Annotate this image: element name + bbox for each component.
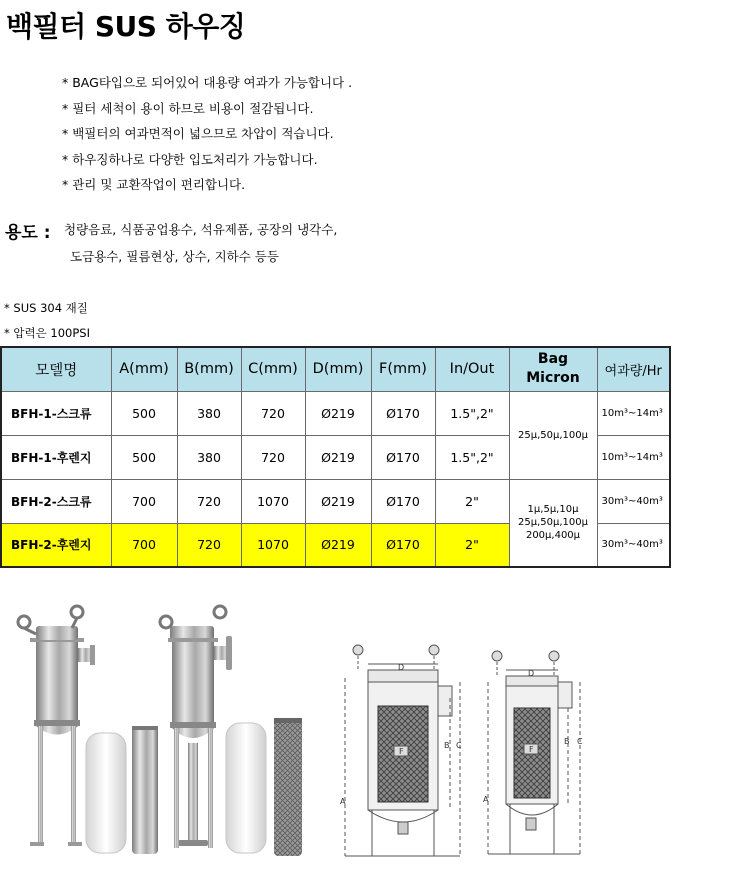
cell-inout: 1.5",2" — [435, 435, 509, 479]
material-spec: * SUS 304 재질 — [4, 301, 88, 315]
technical-drawing-2 — [488, 651, 580, 854]
cell-inout: 2" — [435, 479, 509, 523]
feature-item: * 필터 세척이 용이 하므로 비용이 절감됩니다. — [62, 100, 314, 116]
header-model: 모델명 — [1, 347, 111, 391]
spec-table — [0, 346, 671, 568]
housing-photo-1 — [18, 606, 158, 854]
cell-b: 380 — [177, 435, 241, 479]
cell-d: Ø219 — [305, 523, 371, 567]
micron-line: 200μ,400μ — [525, 530, 581, 542]
drawing-label-b: B — [444, 741, 450, 750]
header-d: D(mm) — [305, 347, 371, 391]
cell-a: 700 — [111, 479, 177, 523]
cell-c: 720 — [241, 391, 305, 435]
feature-item: * 백필터의 여과면적이 넓으므로 차압이 적습니다. — [62, 126, 334, 141]
product-illustrations — [0, 598, 741, 892]
drawing-label-d: D — [528, 669, 535, 678]
feature-item: * 관리 및 교환작업이 편리합니다. — [62, 177, 246, 192]
cell-model: BFH-1-후렌지 — [1, 435, 111, 479]
pressure-spec: * 압력은 100PSI — [4, 326, 90, 340]
table-row — [1, 391, 670, 435]
drawing-label-f: F — [529, 745, 534, 754]
usage-label: 용도 : — [5, 223, 51, 243]
cell-inout: 2" — [435, 523, 509, 567]
cell-d: Ø219 — [305, 479, 371, 523]
cell-b: 380 — [177, 391, 241, 435]
cell-c: 1070 — [241, 479, 305, 523]
feature-item: * 하우징하나로 다양한 입도처리가 가능합니다. — [62, 151, 318, 167]
drawing-label-a: A — [483, 795, 489, 804]
table-row — [1, 479, 670, 523]
cell-f: Ø170 — [371, 523, 435, 567]
cell-model: BFH-2-후렌지 — [1, 523, 111, 567]
header-flow: 여과량/Hr — [597, 347, 670, 391]
micron-line: 1μ,5μ,10μ — [527, 504, 579, 516]
header-c: C(mm) — [241, 347, 305, 391]
drawing-label-d: D — [398, 663, 405, 672]
cell-b: 720 — [177, 479, 241, 523]
cell-micron-group-1: 25μ,50μ,100μ — [509, 391, 597, 479]
housing-photo-2 — [160, 606, 302, 856]
cell-inout: 1.5",2" — [435, 391, 509, 435]
cell-flow: 10m³~14m³ — [597, 435, 670, 479]
header-inout: In/Out — [435, 347, 509, 391]
feature-list — [62, 70, 352, 198]
cell-flow: 10m³~14m³ — [597, 391, 670, 435]
feature-item: * BAG타입으로 되어있어 대용량 여과가 가능합니다 . — [62, 75, 353, 90]
header-b: B(mm) — [177, 347, 241, 391]
header-bag: Bag — [537, 351, 569, 368]
cell-c: 720 — [241, 435, 305, 479]
table-header-row — [1, 347, 670, 391]
cell-f: Ø170 — [371, 391, 435, 435]
cell-f: Ø170 — [371, 435, 435, 479]
cell-b: 720 — [177, 523, 241, 567]
cell-c: 1070 — [241, 523, 305, 567]
usage-line-1: 청량음료, 식품공업용수, 석유제품, 공장의 냉각수, — [64, 222, 338, 237]
header-micron: Micron — [526, 370, 580, 387]
header-a: A(mm) — [111, 347, 177, 391]
drawing-label-c: C — [456, 741, 462, 750]
cell-d: Ø219 — [305, 435, 371, 479]
header-f: F(mm) — [371, 347, 435, 391]
usage-line-2: 도금용수, 필름현상, 상수, 지하수 등등 — [70, 249, 279, 264]
drawing-label-f: F — [399, 747, 404, 756]
drawing-label-c: C — [577, 737, 583, 746]
cell-d: Ø219 — [305, 391, 371, 435]
page-title: 백필터 SUS 하우징 — [6, 10, 246, 43]
cell-a: 500 — [111, 391, 177, 435]
cell-a: 500 — [111, 435, 177, 479]
cell-flow: 30m³~40m³ — [597, 523, 670, 567]
micron-line: 25μ,50μ,100μ — [518, 517, 588, 529]
cell-model: BFH-2-스크류 — [1, 479, 111, 523]
cell-model: BFH-1-스크류 — [1, 391, 111, 435]
drawing-label-b: B — [564, 737, 570, 746]
cell-micron-group-2 — [509, 479, 597, 567]
header-bag-micron — [509, 347, 597, 391]
drawing-label-a: A — [340, 797, 346, 806]
cell-flow: 30m³~40m³ — [597, 479, 670, 523]
cell-a: 700 — [111, 523, 177, 567]
cell-f: Ø170 — [371, 479, 435, 523]
